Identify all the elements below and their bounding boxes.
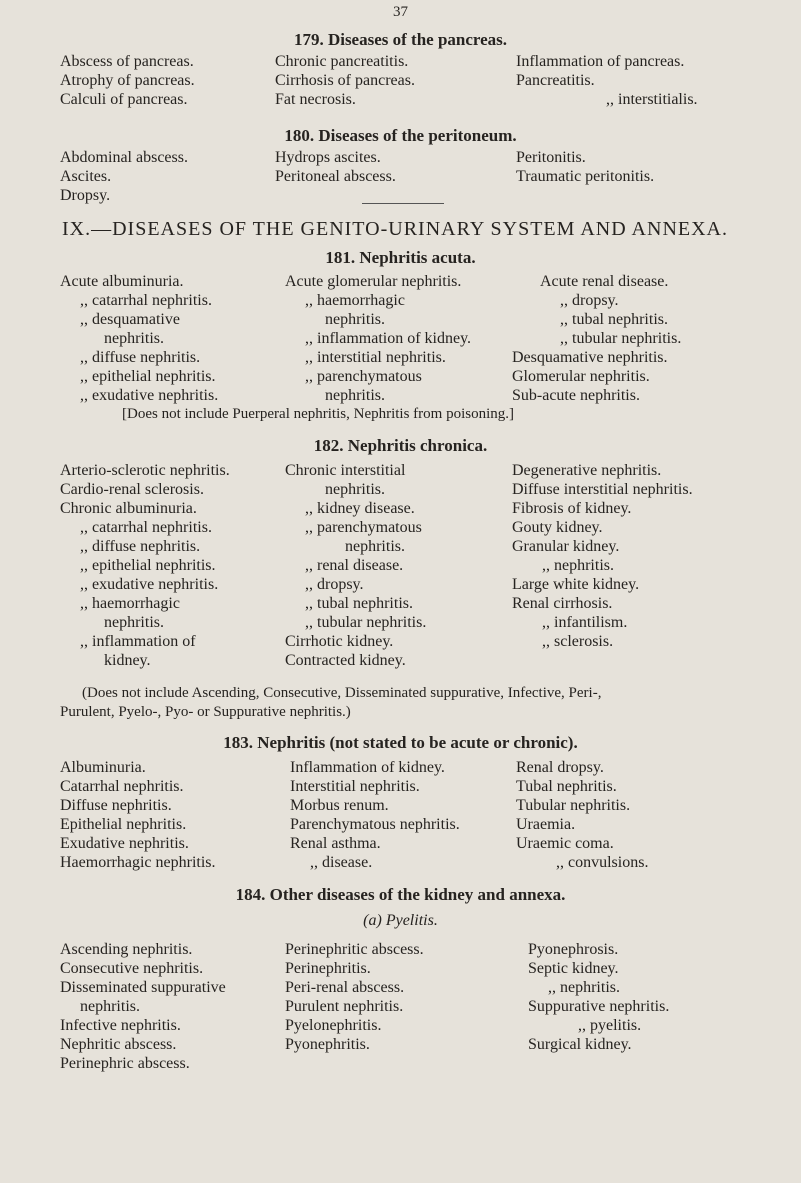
list-item: ,, exudative nephritis. (80, 576, 219, 593)
list-item: Uraemia. (516, 816, 576, 833)
list-item: ,, kidney disease. (305, 500, 415, 517)
list-item: ,, epithelial nephritis. (80, 368, 216, 385)
section-184-col3 (528, 940, 669, 1054)
list-item: ,, exudative nephritis. (80, 387, 219, 404)
list-item: Pyonephrosis. (528, 941, 619, 958)
section-182-note-line2: Purulent, Pyelo-, Pyo- or Suppurative nephritis.) (60, 704, 351, 720)
list-item: Glomerular nephritis. (512, 368, 650, 385)
section-182-col2 (285, 461, 426, 670)
list-item: ,, interstitial nephritis. (305, 349, 446, 366)
list-item: Pancreatitis. (516, 72, 595, 89)
list-item: Abdominal abscess. (60, 149, 188, 166)
section-181-col2 (285, 272, 471, 405)
list-item: Epithelial nephritis. (60, 816, 187, 833)
section-180-col3 (516, 148, 654, 186)
section-183-col2 (290, 758, 460, 872)
list-item: nephritis. (345, 538, 405, 555)
list-item: ,, parenchymatous (305, 368, 422, 385)
part-title: IX.—DISEASES OF THE GENITO-URINARY SYSTEM AND ANNEXA. (62, 218, 728, 240)
section-181-col3 (512, 272, 682, 405)
list-item: ,, diffuse nephritis. (80, 349, 201, 366)
list-item: ,, disease. (310, 854, 373, 871)
list-item: Perinephritis. (285, 960, 371, 977)
list-item: Acute renal disease. (540, 273, 669, 290)
list-item: Surgical kidney. (528, 1036, 632, 1053)
list-item: ,, tubal nephritis. (560, 311, 668, 328)
section-179-col1 (60, 52, 195, 109)
list-item: Acute albuminuria. (60, 273, 184, 290)
list-item: Suppurative nephritis. (528, 998, 670, 1015)
list-item: Peritoneal abscess. (275, 168, 396, 185)
list-item: ,, inflammation of (80, 633, 196, 650)
list-item: nephritis. (325, 387, 385, 404)
list-item: Uraemic coma. (516, 835, 614, 852)
list-item: Diffuse interstitial nephritis. (512, 481, 693, 498)
list-item: ,, sclerosis. (542, 633, 614, 650)
list-item: Arterio-sclerotic nephritis. (60, 462, 230, 479)
list-item: Atrophy of pancreas. (60, 72, 195, 89)
list-item: Abscess of pancreas. (60, 53, 194, 70)
list-item: Morbus renum. (290, 797, 389, 814)
section-182-col3 (512, 461, 693, 651)
list-item: Acute glomerular nephritis. (285, 273, 462, 290)
list-item: Septic kidney. (528, 960, 619, 977)
list-item: Degenerative nephritis. (512, 462, 662, 479)
list-item: Granular kidney. (512, 538, 620, 555)
list-item: ,, tubal nephritis. (305, 595, 413, 612)
list-item: ,, desquamative (80, 311, 180, 328)
list-item: Fibrosis of kidney. (512, 500, 632, 517)
list-item: Renal cirrhosis. (512, 595, 613, 612)
list-item: Chronic albuminuria. (60, 500, 197, 517)
section-182-col1 (60, 461, 230, 670)
list-item: Consecutive nephritis. (60, 960, 204, 977)
list-item: nephritis. (325, 481, 385, 498)
section-184-col2 (285, 940, 424, 1054)
list-item: Traumatic peritonitis. (516, 168, 655, 185)
list-item: nephritis. (325, 311, 385, 328)
list-item: Parenchymatous nephritis. (290, 816, 460, 833)
list-item: Gouty kidney. (512, 519, 603, 536)
list-item: ,, dropsy. (305, 576, 364, 593)
list-item: Contracted kidney. (285, 652, 406, 669)
list-item: ,, convulsions. (556, 854, 649, 871)
section-183-col1 (60, 758, 216, 872)
list-item: ,, nephritis. (548, 979, 620, 996)
list-item: ,, renal disease. (305, 557, 404, 574)
list-item: Sub-acute nephritis. (512, 387, 640, 404)
list-item: Pyonephritis. (285, 1036, 370, 1053)
list-item: Tubal nephritis. (516, 778, 617, 795)
list-item: Perinephric abscess. (60, 1055, 190, 1072)
list-item: Ascending nephritis. (60, 941, 193, 958)
section-179-col3 (516, 52, 698, 109)
list-item: Cirrhotic kidney. (285, 633, 394, 650)
list-item: nephritis. (104, 614, 164, 631)
list-item: Calculi of pancreas. (60, 91, 188, 108)
list-item: nephritis. (104, 330, 164, 347)
list-item: ,, haemorrhagic (80, 595, 180, 612)
list-item: ,, nephritis. (542, 557, 614, 574)
section-179-title: 179. Diseases of the pancreas. (293, 30, 508, 49)
list-item: Large white kidney. (512, 576, 640, 593)
list-item: ,, tubular nephritis. (305, 614, 427, 631)
list-item: ,, haemorrhagic (305, 292, 405, 309)
list-item: kidney. (104, 652, 151, 669)
list-item: ,, parenchymatous (305, 519, 422, 536)
list-item: nephritis. (80, 998, 140, 1015)
list-item: Albuminuria. (60, 759, 146, 776)
list-item: ,, interstitialis. (606, 91, 698, 108)
list-item: Inflammation of pancreas. (516, 53, 685, 70)
list-item: ,, pyelitis. (578, 1017, 642, 1034)
section-182-title: 182. Nephritis chronica. (313, 436, 488, 455)
section-181-note: [Does not include Puerperal nephritis, Nephritis from poisoning.] (122, 406, 515, 422)
page-number: 37 (393, 4, 408, 20)
list-item: Fat necrosis. (275, 91, 356, 108)
list-item: ,, dropsy. (560, 292, 619, 309)
list-item: Purulent nephritis. (285, 998, 404, 1015)
list-item: Renal dropsy. (516, 759, 604, 776)
section-182-note-line1: (Does not include Ascending, Consecutive, Disseminated suppurative, Infective, Peri-, (82, 685, 602, 701)
list-item: ,, diffuse nephritis. (80, 538, 201, 555)
list-item: Cirrhosis of pancreas. (275, 72, 415, 89)
list-item: Exudative nephritis. (60, 835, 189, 852)
list-item: Inflammation of kidney. (290, 759, 445, 776)
divider (362, 203, 444, 204)
list-item: Desquamative nephritis. (512, 349, 668, 366)
list-item: ,, catarrhal nephritis. (80, 292, 212, 309)
list-item: Peritonitis. (516, 149, 586, 166)
list-item: Hydrops ascites. (275, 149, 381, 166)
list-item: ,, tubular nephritis. (560, 330, 682, 347)
section-183-col3 (516, 758, 648, 872)
section-180-col1 (60, 148, 188, 205)
list-item: Diffuse nephritis. (60, 797, 172, 814)
list-item: Haemorrhagic nephritis. (60, 854, 216, 871)
section-183-title: 183. Nephritis (not stated to be acute or chronic). (223, 733, 578, 752)
list-item: ,, infantilism. (542, 614, 628, 631)
list-item: Chronic interstitial (285, 462, 406, 479)
section-184-col1 (60, 940, 226, 1073)
list-item: Interstitial nephritis. (290, 778, 420, 795)
list-item: Perinephritic abscess. (285, 941, 424, 958)
list-item: Pyelonephritis. (285, 1017, 382, 1034)
section-180-col2 (275, 148, 396, 186)
list-item: Tubular nephritis. (516, 797, 631, 814)
list-item: Chronic pancreatitis. (275, 53, 409, 70)
list-item: Disseminated suppurative (60, 979, 226, 996)
list-item: Peri-renal abscess. (285, 979, 405, 996)
list-item: Nephritic abscess. (60, 1036, 177, 1053)
list-item: Cardio-renal sclerosis. (60, 481, 204, 498)
section-180-title: 180. Diseases of the peritoneum. (284, 126, 517, 145)
list-item: Dropsy. (60, 187, 111, 204)
list-item: ,, catarrhal nephritis. (80, 519, 212, 536)
list-item: ,, epithelial nephritis. (80, 557, 216, 574)
list-item: Infective nephritis. (60, 1017, 181, 1034)
section-179-col2 (275, 52, 415, 109)
list-item: ,, inflammation of kidney. (305, 330, 472, 347)
section-181-col1 (60, 272, 218, 405)
section-181-title: 181. Nephritis acuta. (325, 248, 476, 267)
list-item: Renal asthma. (290, 835, 381, 852)
section-184-title: 184. Other diseases of the kidney and annexa. (235, 885, 566, 904)
list-item: Ascites. (60, 168, 112, 185)
section-184-subtitle: (a) Pyelitis. (363, 912, 438, 929)
list-item: Catarrhal nephritis. (60, 778, 184, 795)
